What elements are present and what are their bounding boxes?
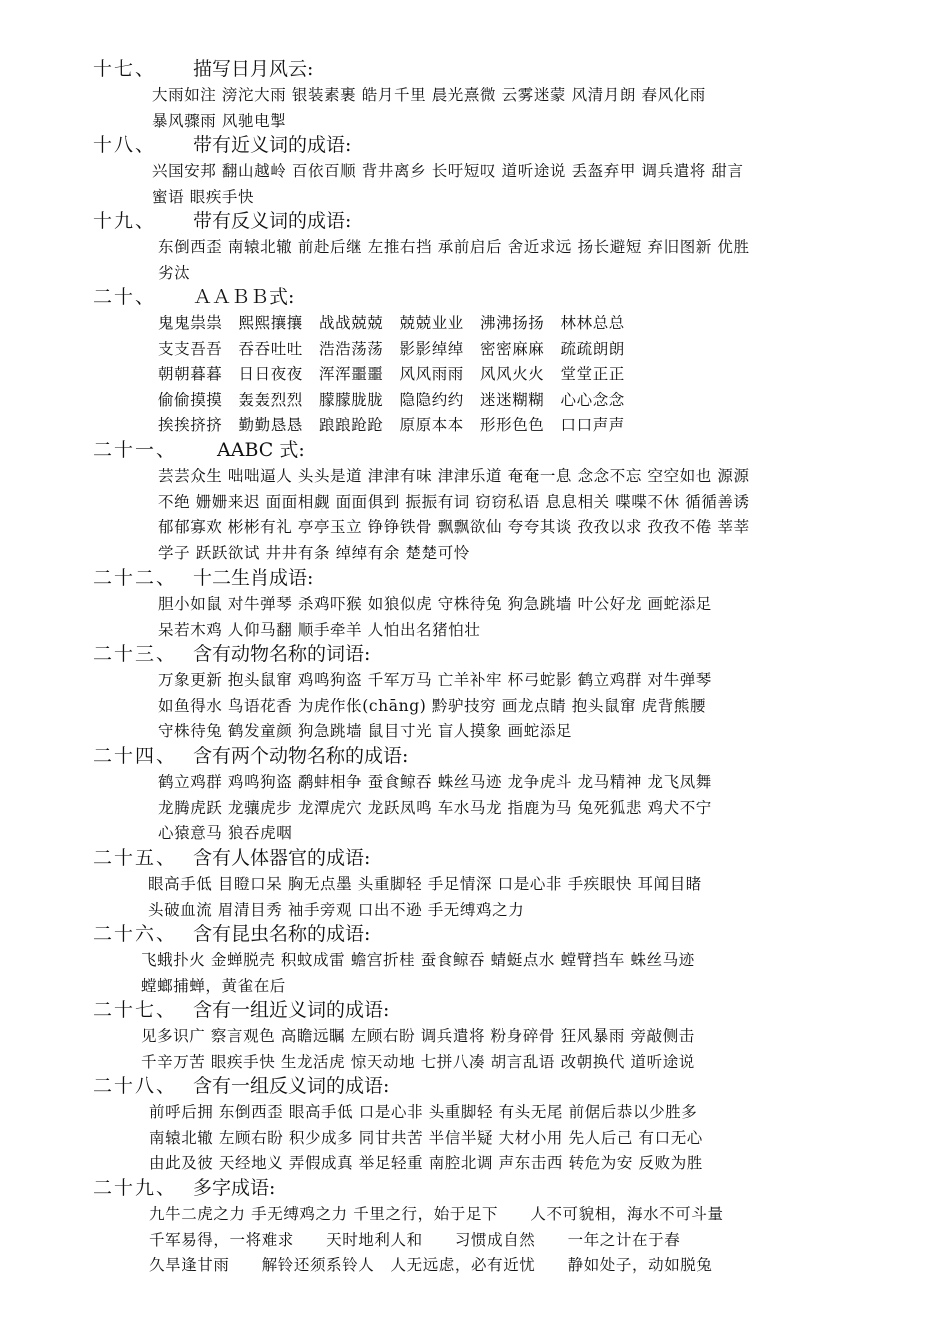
idiom-line: 挨挨挤挤 勤勤恳恳 踉踉跄跄 原原本本 形形色色 口口声声 bbox=[158, 416, 625, 434]
section-number: 二十五、 bbox=[93, 847, 178, 869]
idiom-line: 守株待兔 鹤发童颜 狗急跳墙 鼠目寸光 盲人摸象 画蛇添足 bbox=[158, 722, 573, 740]
idiom-line: 鬼鬼祟祟 熙熙攘攘 战战兢兢 兢兢业业 沸沸扬扬 林林总总 bbox=[158, 314, 625, 332]
section-heading bbox=[93, 132, 351, 158]
idiom-line: 学子 跃跃欲试 井井有条 绰绰有余 楚楚可怜 bbox=[158, 544, 470, 562]
section-number: 二十一、 bbox=[93, 439, 178, 461]
idiom-line: 前呼后拥 东倒西歪 眼高手低 口是心非 头重脚轻 有头无尾 前倨后恭以少胜多 bbox=[149, 1103, 698, 1121]
section-heading bbox=[93, 437, 305, 463]
section-number: 二十三、 bbox=[93, 643, 178, 665]
idiom-line: 南辕北辙 左顾右盼 积少成多 同甘共苦 半信半疑 大材小用 先人后己 有口无心 bbox=[149, 1129, 703, 1147]
idiom-line: 如鱼得水 鸟语花香 为虎作伥(chāng) 黔驴技穷 画龙点睛 抱头鼠窜 虎背熊腰 bbox=[158, 697, 707, 715]
idiom-line: 千军易得，一将难求 天时地利人和 习惯成自然 一年之计在于春 bbox=[149, 1231, 681, 1249]
idiom-line: 胆小如鼠 对牛弹琴 杀鸡吓猴 如狼似虎 守株待兔 狗急跳墙 叶公好龙 画蛇添足 bbox=[158, 595, 712, 613]
section-title: 带有反义词的成语: bbox=[193, 210, 352, 232]
idiom-line: 芸芸众生 咄咄逼人 头头是道 津津有味 津津乐道 奄奄一息 念念不忘 空空如也 源源 bbox=[158, 467, 750, 485]
section-heading bbox=[93, 56, 313, 82]
section-number: 二十六、 bbox=[93, 923, 178, 945]
section-number: 二十八、 bbox=[93, 1075, 178, 1097]
section-title: 含有动物名称的词语: bbox=[193, 643, 371, 665]
section-title: 含有两个动物名称的成语: bbox=[193, 745, 409, 767]
section-title: 带有近义词的成语: bbox=[193, 134, 352, 156]
idiom-line: 龙腾虎跃 龙骧虎步 龙潭虎穴 龙跃凤鸣 车水马龙 指鹿为马 兔死狐悲 鸡犬不宁 bbox=[158, 799, 712, 817]
section-number: 十八、 bbox=[93, 134, 157, 156]
section-number: 二十七、 bbox=[93, 999, 178, 1021]
section-number: 十七、 bbox=[93, 58, 157, 80]
idiom-line: 久旱逢甘雨 解铃还须系铃人 人无远虑，必有近忧 静如处子，动如脱兔 bbox=[149, 1256, 713, 1274]
idiom-line: 呆若木鸡 人仰马翻 顺手牵羊 人怕出名猪怕壮 bbox=[158, 621, 481, 639]
section-title: 描写日月风云: bbox=[193, 58, 314, 80]
idiom-line: 万象更新 抱头鼠窜 鸡鸣狗盗 千军万马 亡羊补牢 杯弓蛇影 鹤立鸡群 对牛弹琴 bbox=[158, 671, 712, 689]
idiom-line: 飞蛾扑火 金蝉脱壳 积蚊成雷 蟾宫折桂 蚕食鲸吞 蜻蜓点水 螳臂挡车 蛛丝马迹 bbox=[141, 951, 695, 969]
section-title: 十二生肖成语: bbox=[193, 567, 314, 589]
section-number: 二十二、 bbox=[93, 567, 178, 589]
section-heading bbox=[93, 641, 370, 667]
section-heading bbox=[93, 921, 370, 947]
idiom-line: 头破血流 眉清目秀 袖手旁观 口出不逊 手无缚鸡之力 bbox=[148, 901, 525, 919]
section-heading bbox=[93, 997, 389, 1023]
section-title: AABC 式: bbox=[217, 439, 305, 461]
idiom-line: 见多识广 察言观色 高瞻远瞩 左顾右盼 调兵遣将 粉身碎骨 狂风暴雨 旁敲侧击 bbox=[141, 1027, 695, 1045]
idiom-line: 不绝 姗姗来迟 面面相觑 面面俱到 振振有词 窃窃私语 息息相关 喋喋不休 循循善诱 bbox=[158, 493, 750, 511]
section-heading bbox=[93, 565, 313, 591]
idiom-line: 千辛万苦 眼疾手快 生龙活虎 惊天动地 七拼八凑 胡言乱语 改朝换代 道听途说 bbox=[141, 1053, 695, 1071]
section-title: 含有一组反义词的成语: bbox=[193, 1075, 390, 1097]
section-title: ＡＡＢＢ式: bbox=[193, 286, 295, 308]
section-heading bbox=[93, 845, 370, 871]
idiom-line: 支支吾吾 吞吞吐吐 浩浩荡荡 影影绰绰 密密麻麻 疏疏朗朗 bbox=[158, 340, 625, 358]
section-number: 二十、 bbox=[93, 286, 157, 308]
section-number: 二十四、 bbox=[93, 745, 178, 767]
idiom-line: 心猿意马 狼吞虎咽 bbox=[158, 824, 293, 842]
section-title: 含有一组近义词的成语: bbox=[193, 999, 390, 1021]
section-heading bbox=[93, 1175, 275, 1201]
section-heading bbox=[93, 284, 294, 310]
idiom-line: 九牛二虎之力 手无缚鸡之力 千里之行，始于足下 人不可貌相，海水不可斗量 bbox=[149, 1205, 724, 1223]
idiom-line: 由此及彼 天经地义 弄假成真 举足轻重 南腔北调 声东击西 转危为安 反败为胜 bbox=[149, 1154, 703, 1172]
section-title: 含有昆虫名称的成语: bbox=[193, 923, 371, 945]
idiom-line: 大雨如注 滂沱大雨 银装素裹 皓月千里 晨光熹微 云雾迷蒙 风清月朗 春风化雨 bbox=[152, 86, 706, 104]
section-heading bbox=[93, 743, 408, 769]
section-number: 十九、 bbox=[93, 210, 157, 232]
idiom-line: 鹤立鸡群 鸡鸣狗盗 鹬蚌相争 蚕食鲸吞 蛛丝马迹 龙争虎斗 龙马精神 龙飞凤舞 bbox=[158, 773, 712, 791]
idiom-line: 劣汰 bbox=[158, 264, 191, 282]
idiom-line: 朝朝暮暮 日日夜夜 浑浑噩噩 风风雨雨 风风火火 堂堂正正 bbox=[158, 365, 625, 383]
idiom-line: 暴风骤雨 风驰电掣 bbox=[152, 112, 287, 130]
section-number: 二十九、 bbox=[93, 1177, 178, 1199]
idiom-line: 蜜语 眼疾手快 bbox=[152, 188, 255, 206]
idiom-line: 螳螂捕蝉，黄雀在后 bbox=[141, 977, 286, 995]
section-title: 多字成语: bbox=[193, 1177, 276, 1199]
idiom-line: 东倒西歪 南辕北辙 前赴后继 左推右挡 承前启后 舍近求远 扬长避短 弃旧图新 优胜 bbox=[158, 238, 750, 256]
idiom-line: 郁郁寡欢 彬彬有礼 亭亭玉立 铮铮铁骨 飘飘欲仙 夸夸其谈 孜孜以求 孜孜不倦 莘莘 bbox=[158, 518, 750, 536]
idiom-line: 眼高手低 目瞪口呆 胸无点墨 头重脚轻 手足情深 口是心非 手疾眼快 耳闻目睹 bbox=[148, 875, 702, 893]
idiom-line: 兴国安邦 翻山越岭 百依百顺 背井离乡 长吁短叹 道听途说 丢盔弃甲 调兵遣将 甜言 bbox=[152, 162, 744, 180]
idiom-line: 偷偷摸摸 轰轰烈烈 朦朦胧胧 隐隐约约 迷迷糊糊 心心念念 bbox=[158, 391, 625, 409]
section-title: 含有人体器官的成语: bbox=[193, 847, 371, 869]
section-heading bbox=[93, 208, 351, 234]
section-heading bbox=[93, 1073, 389, 1099]
